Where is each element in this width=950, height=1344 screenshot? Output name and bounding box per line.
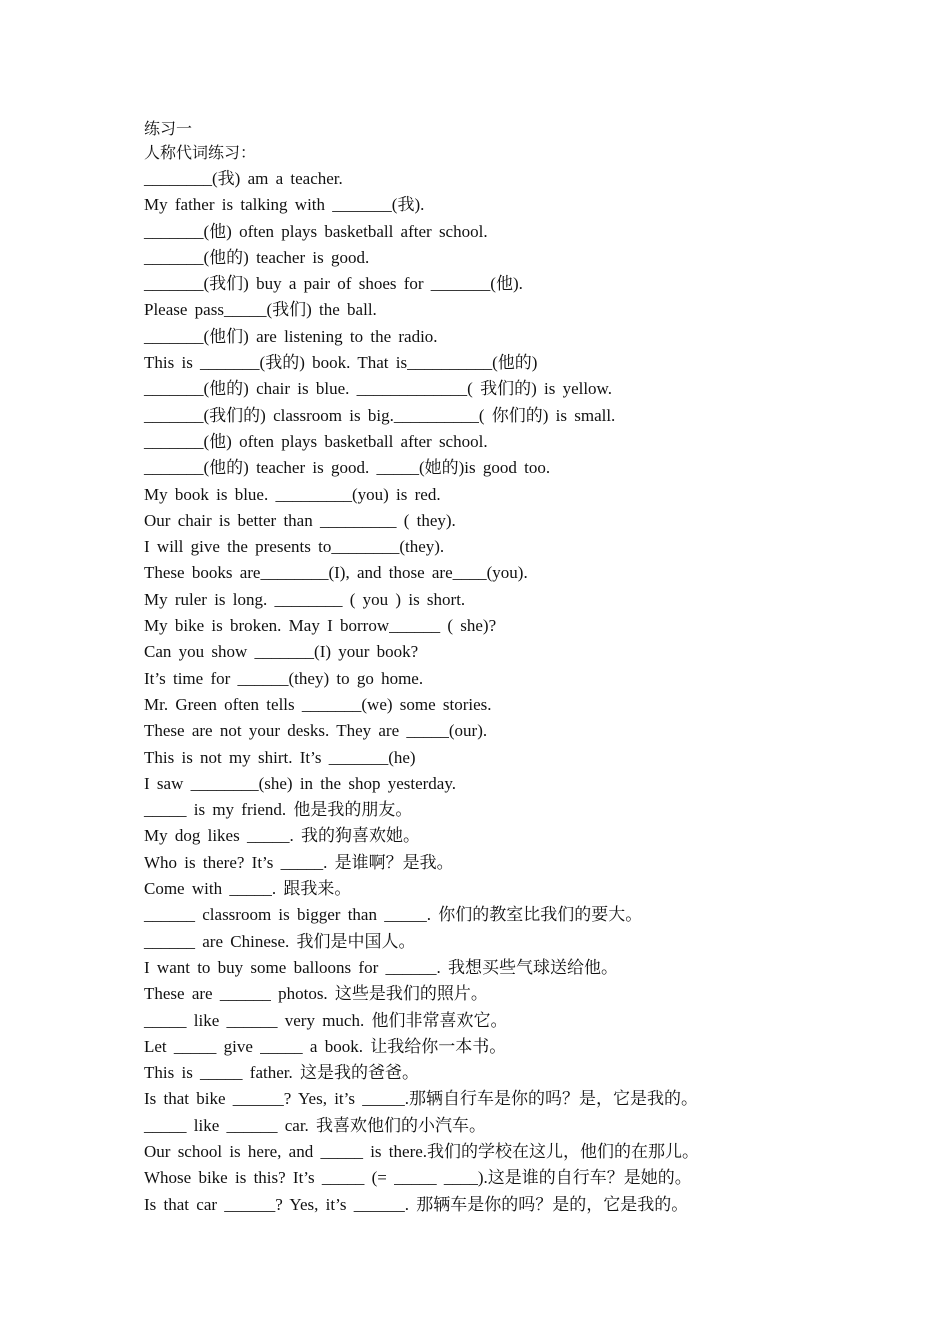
exercise-line: These are not your desks. They are _____(our). <box>144 721 488 741</box>
exercise-line: My dog likes _____. 我的狗喜欢她。 <box>144 826 420 846</box>
exercise-line: _______(他) often plays basketball after school. <box>144 431 488 451</box>
exercise-line: Let _____ give _____ a book. 让我给你一本书。 <box>144 1036 507 1056</box>
exercise-line: _______(他的) teacher is good. _____(她的)is good too. <box>144 458 551 478</box>
exercise-line: _______(他的) teacher is good. <box>144 247 370 267</box>
exercise-line: My ruler is long. ________ ( you ) is short. <box>144 589 466 609</box>
exercise-line: This is _______(我的) book. That is__________(他的) <box>144 353 538 373</box>
exercise-line: ______ classroom is bigger than _____. 你们的教室比我们的要大。 <box>144 905 643 925</box>
exercise-line: Our school is here, and _____ is there.我们的学校在这儿，他们的在那儿。 <box>144 1141 700 1161</box>
exercise-line: I want to buy some balloons for ______. 我想买些气球送给他。 <box>144 957 618 977</box>
exercise-line: This is not my shirt. It’s _______(he) <box>144 747 416 767</box>
exercise-line: I will give the presents to________(they). <box>144 537 445 557</box>
exercise-line: Come with _____. 跟我来。 <box>144 879 352 899</box>
exercise-line: _______(他) often plays basketball after school. <box>144 221 488 241</box>
exercise-line: I saw ________(she) in the shop yesterday. <box>144 773 456 793</box>
exercise-line: These are ______ photos. 这些是我们的照片。 <box>144 984 488 1004</box>
exercise-line: _______(他们) are listening to the radio. <box>144 326 438 346</box>
exercise-subtitle: 人称代词练习： <box>144 145 257 162</box>
exercise-line: Please pass_____(我们) the ball. <box>144 300 377 320</box>
exercise-line: My book is blue. _________(you) is red. <box>144 484 441 504</box>
exercise-line: ______ are Chinese. 我们是中国人。 <box>144 931 416 951</box>
exercise-line: Who is there? It’s _____. 是谁啊？是我。 <box>144 852 454 872</box>
exercise-line: This is _____ father. 这是我的爸爸。 <box>144 1063 420 1083</box>
exercise-line: _____ is my friend. 他是我的朋友。 <box>144 800 413 820</box>
exercise-line: _____ like ______ very much. 他们非常喜欢它。 <box>144 1010 508 1030</box>
exercise-line: _____ like ______ car. 我喜欢他们的小汽车。 <box>144 1115 487 1135</box>
exercise-line: Our chair is better than _________ ( they). <box>144 510 456 530</box>
exercise-line: My father is talking with _______(我). <box>144 195 425 215</box>
exercise-line: _______(他的) chair is blue. _____________( 我们的) is yellow. <box>144 379 612 399</box>
exercise-content <box>144 118 924 1218</box>
exercise-line: Whose bike is this? It’s _____ (= _____ ____).这是谁的自行车？是她的。 <box>144 1168 692 1188</box>
exercise-line: Is that car ______? Yes, it’s ______. 那辆车是你的吗？是的，它是我的。 <box>144 1194 689 1214</box>
exercise-line: ________(我) am a teacher. <box>144 169 343 188</box>
exercise-line: Mr. Green often tells _______(we) some stories. <box>144 694 492 714</box>
exercise-line: Can you show _______(I) your book? <box>144 642 419 662</box>
exercise-line: These books are________(I), and those are____(you). <box>144 563 528 583</box>
exercise-line: My bike is broken. May I borrow______ ( she)? <box>144 616 497 636</box>
exercise-line: _______(我们) buy a pair of shoes for _______(他). <box>144 274 523 294</box>
exercise-line: _______(我们的) classroom is big.__________( 你们的) is small. <box>144 405 616 425</box>
exercise-line: Is that bike ______? Yes, it’s _____.那辆自行车是你的吗？是，它是我的。 <box>144 1089 698 1109</box>
exercise-title: 练习一 <box>144 121 193 138</box>
exercise-line: It’s time for ______(they) to go home. <box>144 668 424 688</box>
